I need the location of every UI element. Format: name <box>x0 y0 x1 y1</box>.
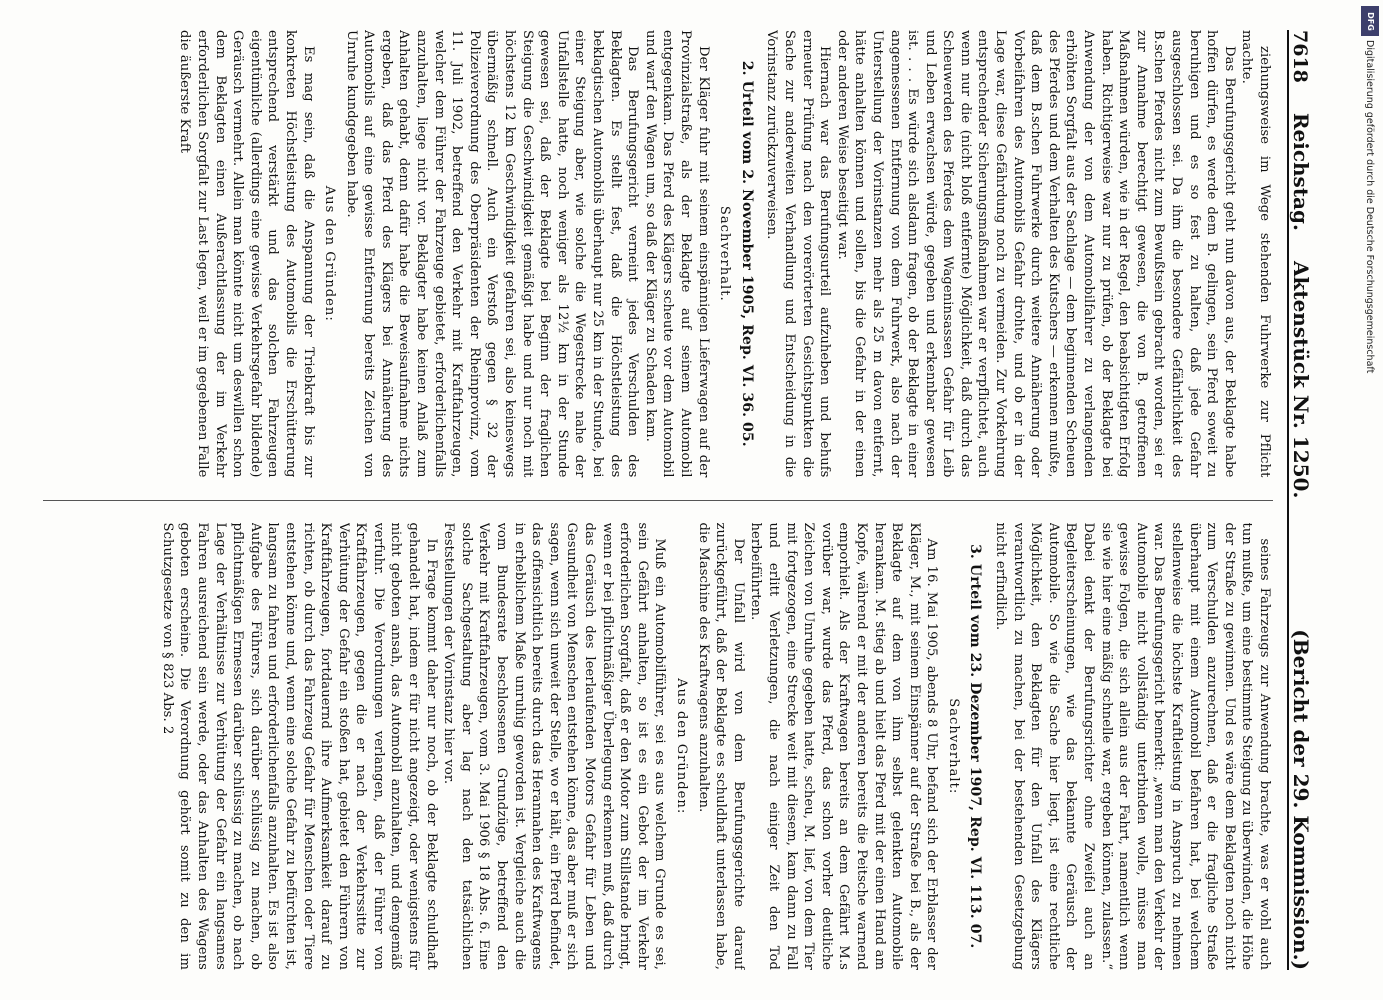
dfg-logo-text: DFG <box>1365 11 1375 31</box>
subheading: Aus den Gründen: <box>674 678 689 815</box>
paragraph: Der Kläger fuhr mit seinem einspännigen Lieferwagen auf der Provinzialstraße, als der Beklagte auf seinem Automobil entgegenkam. Das Pferd des Klägers scheute vor dem Automobil und warf den Wagen um, so daß der Kläger zu Schaden kam. <box>642 30 711 478</box>
paragraph: Am 16. Mai 1905, abends 8 Uhr, befand sich der Erblasser der Kläger, M., mit seinem Einspänner auf der Straße bei B., als der Beklagte auf dem von ihm selbst gelenkten Automobile herankam. M. stieg ab und hielt das Pferd mit der einen Hand am Kopfe, während er mit der anderen bereits die Peitsche warnend emporhielt. Als der Kraftwagen bereits an dem Gefährt M.s vorüber war, wurde das Pferd, das schon vorher deutliche Zeichen von Unruhe gegeben hatte, scheu, M. lief, von dem Tier mit fortgezogen, eine Strecke weit mit diesem, kam dann zu Fall und erlitt Verletzungen, die nach einiger Zeit den Tod herbeiführten. <box>748 522 940 970</box>
text-columns <box>43 30 1273 970</box>
rotated-page-content <box>31 20 1331 980</box>
paragraph: Das Berufungsgericht verneint jedes Verschulden des Beklagten. Es stellt fest, daß die Höchstleistung des beklagtischen Automobils überhaupt nur 25 km in der Stunde, bei einer Steigung aber, wie solche die Wegestrecke nahe der Unfallstelle hatte, noch weniger als 12½ km in der Stunde gewesen sei, daß der Beklagte bei Beginn der fraglichen Steigung die Geschwindigkeit gemäßigt habe und nur noch mit höchstens 12 km Geschwindigkeit gefahren sei, also keineswegs übermäßig schnell. Auch ein Verstoß gegen § 32 der Polizeiverordnung des Oberpräsidenten der Rheinprovinz, vom 11. Juli 1902, betreffend den Verkehr mit Kraftfahrzeugen, welcher dem Führer der Fahrzeuge gebietet, erforderlichenfalls anzuhalten, liege nicht vor. Beklagter habe keinen Anlaß zum Anhalten gehabt, denn dafür habe die Beweisaufnahme nichts ergeben, daß das Pferd des Klägers bei Annäherung des Automobils auf eine gewisse Entfernung bereits Zeichen von Unruhe kundgegeben habe. <box>343 30 641 478</box>
digitization-note <box>1361 40 1377 940</box>
left-column <box>43 30 1273 478</box>
page-number: 7618 <box>1289 30 1311 83</box>
section-heading: 2. Urteil vom 2. November 1905, Rep. VI. 36. 05. <box>738 60 755 447</box>
paragraph: Der Unfall wird von dem Berufungsgerichte darauf zurückgeführt, daß der Beklagte es schuldhaft unterlassen habe, die Maschine des Kraftwagens anzuhalten. <box>695 522 746 970</box>
paragraph: Muß ein Automobilführer, sei es aus welchem Grunde es sei, sein Gefährt anhalten, so ist es ein Gebot der im Verkehr erforderlichen Sorgfalt, daß er den Motor zum Stillstande bringt, wenn er bei pflichtmäßiger Überlegung erkennen muß, daß durch das Geräusch des leerlaufenden Motors Gefahr für Leben und Gesundheit von Menschen entstehen könne, das aber muß er sich sagen, wenn sich unweit der Stelle, wo er hält, ein Pferd befindet, das offensichtlich bereits durch das Herannahen des Kraftwagens in erheblichem Maße unruhig geworden ist. Vergleiche auch die vom Bundesrate beschlossenen Grundzüge, betreffend den Verkehr mit Kraftfahrzeugen, vom 3. Mai 1906 § 18 Abs. 6. Eine solche Sachgestaltung aber lag nach den tatsächlichen Feststellungen der Vorinstanz hier vor. <box>441 522 668 970</box>
right-column <box>43 523 1273 971</box>
header-source: Reichstag. <box>1289 112 1313 231</box>
paragraph: ziehungsweise im Wege stehenden Fuhrwerke zur Pflicht machte. <box>1239 30 1272 478</box>
paragraph: Hiernach war das Berufungsurteil aufzuheben und behufs erneuter Prüfung nach den vorerörterten Gesichtspunkten die Sache zur anderweiten Verhandlung und Entscheidung in die Vorinstanz zurückzuverweisen. <box>764 30 833 478</box>
paragraph: In Frage kommt daher nur noch, ob der Beklagte schuldhaft gehandelt hat, indem er für nicht angezeigt, oder wenigstens für nicht geboten ansah, das Automobil anzuhalten, und demgemäß verfuhr. Die Verordnungen verlangen, daß der Führer von Kraftfahrzeugen, gegen die er nach der Verkehrssitte zur Verhütung der Gefahr ein stoßen hat, gebietet den Führern von Kraftfahrzeugen, fortdauernd ihre Aufmerksamkeit darauf zu richten, ob durch das Fahrzeug Gefahr für Menschen oder Tiere entstehen könne und, wenn eine solche Gefahr zu befürchten ist, langsam zu fahren und erforderlichenfalls anzuhalten. Es ist also Aufgabe des Führers, sich darüber schlüssig zu machen, ob pflichtmäßigen Ermessen darüber schlüssig zu machen, ob nach Lage der Verhältnisse zur Verhütung der Gefahr ein langsames Fahren ausreichend sein werde, oder das Anhalten des Wagens geboten erscheine. Die Verordnung gehört somit zu den im Schutzgesetze von § 823 Abs. 2 <box>159 522 439 970</box>
paragraph: Es mag sein, daß die Anspannung der Triebkraft bis zur konkreten Höchstleistung des Automobils die Erschütterung entsprechend verstärkt und das solchen Fahrzeugen eigentümliche (allerdings eine gewisse Verkehrsgefahr bildende) Geräusch vermehrt. Allein man könnte nicht um deswillen schon dem Beklagten einen Außerachtlassung der im Verkehr erforderlichen Sorgfalt zur Last legen, weil er im gegebenen Falle die äußerste Kraft <box>177 30 316 478</box>
subheading: Aus den Gründen: <box>322 185 338 322</box>
header-document: Aktenstück Nr. 1250. <box>1289 260 1313 499</box>
header-report: (Bericht der 29. Kommission.) <box>1289 629 1313 970</box>
subheading: Sachverhalt. <box>717 205 733 302</box>
column-divider <box>43 500 1273 501</box>
dfg-logo <box>1361 6 1379 36</box>
paragraph: seines Fahrzeugs zur Anwendung brachte, was er wohl auch tun mußte, um eine bestimmte Steigung zu überwinden, die Höhe der Straße zu gewinnen. Und es wäre dem Beklagten noch nicht zum Verschulden anzurechnen, daß er die fragliche Straße überhaupt mit einem Automobil befahren hat, bei welchem stellenweise die höchste Kraftleistung in Anspruch zu nehmen war. Das Berufungsgericht bemerkt: „wenn man den Verkehr der Automobile nicht vollständig unterbinden wolle, müsse man gewisse Folgen, die sich allein aus der Fahrt, namentlich wenn sie wie hier eine mäßig schnelle war, ergeben können, zulassen.“ Dabei denkt der Berufungsrichter ohne Zweifel auch an Begleiterscheinungen, wie das bekannte Geräusch der Automobile. So wie die Sache hier liegt, ist eine rechtliche Möglichkeit, den Beklagten für den Unfall des Klägers verantwortlich zu machen, bei der bestehenden Gesetzgebung nicht erfindlich. <box>993 522 1272 970</box>
section-heading: 3. Urteil vom 23. Dezember 1907, Rep. VI. 113. 07. <box>967 544 984 949</box>
digitization-note-text: Digitalisierung gefördert durch die Deutsche Forschungsgemeinschaft <box>1364 40 1375 374</box>
subheading: Sachverhalt: <box>945 698 961 795</box>
page-header <box>1287 30 1331 970</box>
paragraph: Das Berufungsgericht geht nun davon aus, der Beklagte habe hoffen dürfen, es werde dem B. gelingen, sein Pferd soweit zu beruhigen und es so fest zu halten, daß jede Gefahr ausgeschlossen sei. Da ihm die besondere Gefährlichkeit des B.schen Pferdes nicht zum Bewußtsein gebracht worden, sei er zur Annahme berechtigt gewesen, die von B. getroffenen Maßnahmen würden, wie in der Regel, den beabsichtigten Erfolg haben. Richtigerweise war nur zu prüfen, ob der Beklagte bei Anwendung der von dem Automobilfahrer zu verlangenden erhöhten Sorgfalt aus der Sachlage — dem beginnenden Scheuen des Pferdes und dem Verhalten des Kutschers — erkennen mußte, daß dem B.schen Fuhrwerke durch weitere Annäherung oder Vorbeifahren des Automobils Gefahr drohte, und ob er in der Lage war, diese Gefährdung noch zu vermeiden. Zur Vorkehrung entsprechender Sicherungsmaßnahmen war er verpflichtet, auch wenn nur die (nicht bloß entfernte) Möglichkeit, daß durch das Scheuwerden des Pferdes dem Wageninsassen Gefahr für Leib und Leben erwachsen würde, gegeben und erkennbar gewesen ist. . . . Es würde sich alsdann fragen, ob der Beklagte in einer angemessenen Entfernung von dem Fuhrwerk, also nach der Unterstellung der Vorinstanzen mehr als 25 m davon entfernt, hätte anhalten können und sollen, bis die Gefahr in der einen oder anderen Weise beseitigt war. <box>834 30 1237 478</box>
